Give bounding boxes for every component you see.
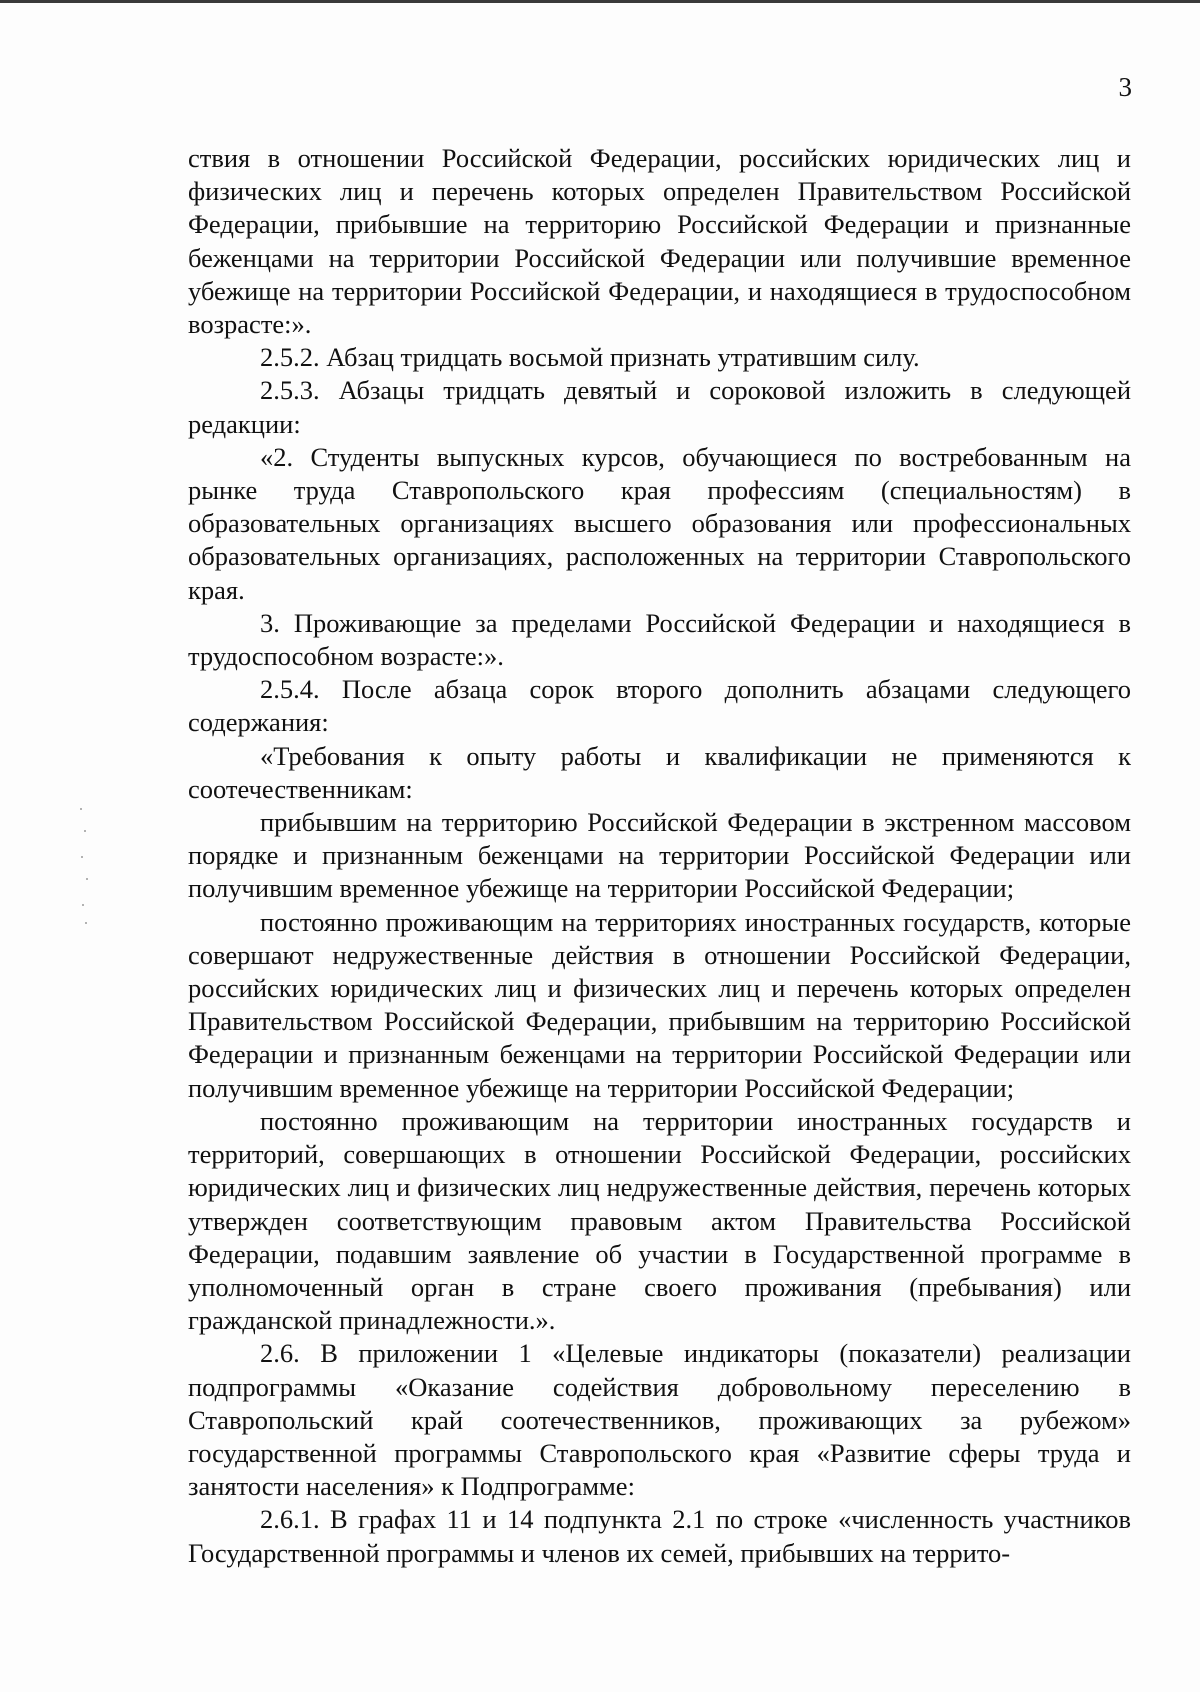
paragraph-continuation: ствия в отношении Российской Федерации, российских юридических лиц и физических лиц и перечень которых определен Правительством Российской Федерации, прибывшие на территорию Российской Федерации и признанные беженцами на территории Российской Федерации или получившие временное убежище на территории Российской Федерации, и находящиеся в трудоспособном возрасте:». bbox=[188, 143, 1131, 340]
paragraph-2-6-1: 2.6.1. В графах 11 и 14 подпункта 2.1 по строке «численность участников Государственной программы и членов их семей, прибывших на террито- bbox=[188, 1504, 1131, 1568]
scan-top-edge bbox=[0, 0, 1200, 3]
page-number: 3 bbox=[1118, 72, 1132, 102]
document-body bbox=[188, 142, 1131, 1570]
paragraph-arrived-emergency: прибывшим на территорию Российской Федерации в экстренном массовом порядке и признанным беженцами на территории Российской Федерации или получившим временное убежище на территории Российской Федерации; bbox=[188, 807, 1131, 904]
scan-noise bbox=[78, 808, 90, 928]
paragraph-2-5-3: 2.5.3. Абзацы тридцать девятый и сороковой изложить в следующей редакции: bbox=[188, 375, 1131, 439]
paragraph-applied-abroad: постоянно проживающим на территории иностранных государств и территорий, совершающих в отношении Российской Федерации, российских юридических лиц и физических лиц недружественные действия, перечень которых утвержден соответствующим правовым актом Правительства Российской Федерации, подавшим заявление об участии в Государственной программе в уполномоченный орган в стране своего проживания (пребывания) или гражданской принадлежности.». bbox=[188, 1105, 1131, 1336]
paragraph-students: «2. Студенты выпускных курсов, обучающиеся по востребованным на рынке труда Ставропольского края профессиям (специальностям) в образовательных организациях высшего образования или профессиональных образовательных организациях, расположенных на территории Ставропольского края. bbox=[188, 441, 1131, 605]
paragraph-2-6: 2.6. В приложении 1 «Целевые индикаторы (показатели) реализации подпрограммы «Оказание содействия добровольному переселению в Ставропольский край соотечественников, проживающих за рубежом» государственной программы Ставропольского края «Развитие сферы труда и занятости населения» к Подпрограмме: bbox=[188, 1338, 1131, 1502]
paragraph-requirements: «Требования к опыту работы и квалификации не применяются к соотечественникам: bbox=[188, 740, 1131, 804]
paragraph-2-5-4: 2.5.4. После абзаца сорок второго дополнить абзацами следующего содержания: bbox=[188, 674, 1131, 738]
paragraph-residing-abroad: 3. Проживающие за пределами Российской Федерации и находящиеся в трудоспособном возрасте:». bbox=[188, 607, 1131, 672]
paragraph-unfriendly-states: постоянно проживающим на территориях иностранных государств, которые совершают недружественные действия в отношении Российской Федерации, российских юридических лиц и физических лиц и перечень которых определен Правительством Российской Федерации, прибывшим на территорию Российской Федерации и признанным беженцами на территории Российской Федерации или получившим временное убежище на территории Российской Федерации; bbox=[188, 906, 1131, 1103]
paragraph-2-5-2: 2.5.2. Абзац тридцать восьмой признать утратившим силу. bbox=[260, 342, 920, 373]
